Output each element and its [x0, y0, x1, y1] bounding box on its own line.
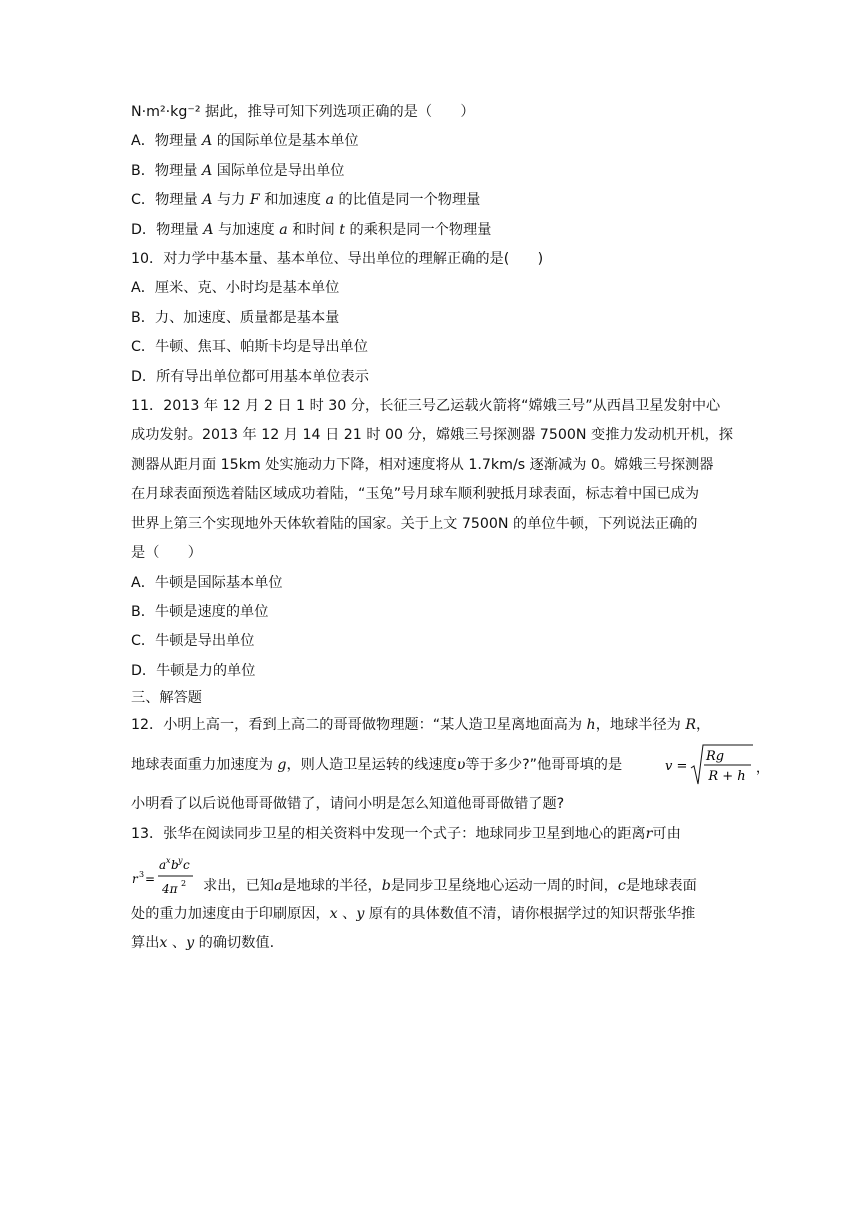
q13-text: 是同步卫星绕地心运动一周的时间，	[390, 878, 618, 895]
formula-var-b: b	[171, 858, 179, 873]
formula-lhs: r	[132, 872, 138, 887]
variable: υ	[456, 757, 466, 774]
option-text: 的比值是同一个物理量	[333, 192, 481, 209]
option-text: 的国际单位是基本单位	[212, 133, 359, 150]
orbit-radius-formula	[131, 850, 197, 906]
option-label: D．	[131, 221, 157, 238]
variable: t	[339, 221, 345, 238]
q12-text: 12．小明上高一，看到上高二的哥哥做物理题：“某人造卫星离地面高为	[131, 717, 587, 734]
formula-exp-x: x	[166, 856, 171, 866]
formula-exponent: 3	[139, 870, 145, 880]
q13-text: 算出	[131, 935, 160, 952]
variable: g	[277, 757, 287, 774]
variable: h	[586, 717, 596, 734]
q12-text: ，则人造卫星运转的线速度	[286, 757, 457, 774]
variable: A	[202, 162, 213, 179]
q10-option-c: C．牛顿、焦耳、帕斯卡均是导出单位	[131, 339, 368, 356]
page-content	[131, 98, 770, 958]
q12-text: ，地球半径为	[595, 717, 686, 734]
variable: a	[273, 878, 283, 895]
variable: a	[325, 192, 334, 209]
q12-text: 地球表面重力加速度为	[131, 757, 278, 774]
orbit-formula-graphic	[131, 850, 197, 906]
q13-text: 是地球表面	[625, 878, 697, 895]
variable: a	[279, 221, 288, 238]
q13-line-4	[131, 929, 731, 958]
q11-stem-line: 是（ ）	[131, 545, 202, 562]
formula-lhs: v =	[665, 759, 688, 775]
q13-text: 求出，已知	[203, 878, 274, 895]
option-text: 和时间	[287, 221, 340, 238]
option-text: 和加速度	[259, 192, 326, 209]
q12-text: ，	[696, 717, 711, 734]
formula-denominator: 4π	[162, 882, 178, 897]
q13-text: 是地球的半径，	[282, 878, 382, 895]
q11-option-b: B．牛顿是速度的单位	[131, 603, 269, 620]
q11-option-d: D．牛顿是力的单位	[131, 662, 256, 679]
variable: F	[249, 192, 260, 209]
q13-text: 、	[337, 906, 357, 923]
option-text: 物理量	[154, 162, 202, 179]
q11-option-a: A．牛顿是国际基本单位	[131, 574, 283, 591]
option-label: A．	[131, 133, 155, 150]
q9-stem-tail: N·m²·kg⁻² 据此，推导可知下列选项正确的是（ ）	[131, 104, 475, 120]
q11-stem-line: 11．2013 年 12 月 2 日 1 时 30 分，长征三号乙运载火箭将“嫦娥三号”从西昌卫星发射中心	[131, 398, 721, 415]
variable: A	[203, 221, 214, 238]
section-heading: 三、解答题	[131, 690, 202, 707]
sqrt-formula-graphic	[665, 742, 770, 788]
formula-var-a: a	[159, 858, 167, 873]
variable: r	[645, 826, 653, 843]
q12-line-2	[131, 740, 770, 790]
q13-text: 原有的具体数值不清，请你根据学过的知识帮张华推	[364, 906, 696, 923]
variable: A	[202, 192, 213, 209]
option-text: 与力	[212, 192, 250, 209]
q12-line-1	[131, 710, 731, 740]
formula-exp-y: y	[178, 856, 183, 866]
q9-option-c	[131, 186, 731, 215]
q9-option-b	[131, 157, 731, 186]
formula-var-c: c	[183, 858, 190, 873]
q11-stem-line: 测器从距月面 15km 处实施动力下降，相对速度将从 1.7km/s 逐渐减为 0。嫦娥三号探测器	[131, 456, 714, 473]
q10-option-d: D．所有导出单位都可用基本单位表示	[131, 368, 369, 385]
formula-denominator: R + h	[708, 769, 746, 785]
option-text: 物理量	[155, 192, 203, 209]
variable: b	[381, 878, 391, 895]
option-label: C．	[131, 192, 156, 209]
q13-line-1	[131, 818, 731, 850]
option-label: B．	[131, 162, 155, 179]
variable: x	[159, 935, 168, 952]
variable: R	[685, 717, 697, 734]
q13-line-2-text	[203, 872, 697, 901]
variable: y	[186, 935, 195, 952]
q12-line-3: 小明看了以后说他哥哥做错了，请问小明是怎么知道他哥哥做错了题?	[131, 796, 565, 813]
equals-sign: =	[145, 872, 156, 887]
formula-den-exponent: 2	[181, 879, 187, 889]
variable: c	[617, 878, 626, 895]
q13-text: 处的重力加速度由于印刷原因，	[131, 906, 330, 923]
q13-text: 13．张华在阅读同步卫星的相关资料中发现一个式子：地球同步卫星到地心的距离	[131, 826, 646, 843]
q13-text: 、	[167, 935, 187, 952]
q13-text: 可由	[652, 826, 681, 843]
q12-text: 等于多少?”他哥哥填的是	[465, 757, 623, 774]
variable: x	[329, 906, 338, 923]
option-text: 与加速度	[213, 221, 280, 238]
velocity-formula	[665, 742, 770, 788]
q11-option-c: C．牛顿是导出单位	[131, 633, 255, 650]
q9-option-a	[131, 127, 731, 156]
q11-stem-line: 世界上第三个实现地外天体软着陆的国家。关于上文 7500N 的单位牛顿，下列说法正确的	[131, 515, 698, 532]
q13-line-2	[131, 850, 731, 906]
q10-option-a: A．厘米、克、小时均是基本单位	[131, 280, 340, 297]
variable: A	[201, 133, 213, 150]
q11-stem-line: 成功发射。2013 年 12 月 14 日 21 时 00 分，嫦娥三号探测器 7500N 变推力发动机开机，探	[131, 427, 733, 444]
q10-option-b: B．力、加速度、质量都是基本量	[131, 309, 340, 326]
formula-tail: ，	[756, 761, 770, 777]
q11-stem-line: 在月球表面预选着陆区域成功着陆，“玉兔”号月球车顺利驶抵月球表面，标志着中国已成为	[131, 486, 700, 503]
variable: y	[356, 906, 365, 923]
option-text: 国际单位是导出单位	[212, 162, 345, 179]
q9-option-d	[131, 216, 731, 245]
option-text: 物理量	[154, 133, 202, 150]
formula-numerator: Rg	[705, 749, 725, 765]
option-text: 物理量	[156, 221, 204, 238]
option-text: 的乘积是同一个物理量	[345, 221, 492, 238]
q10-stem: 10．对力学中基本量、基本单位、导出单位的理解正确的是( )	[131, 251, 544, 268]
q13-text: 的确切数值.	[194, 935, 275, 952]
